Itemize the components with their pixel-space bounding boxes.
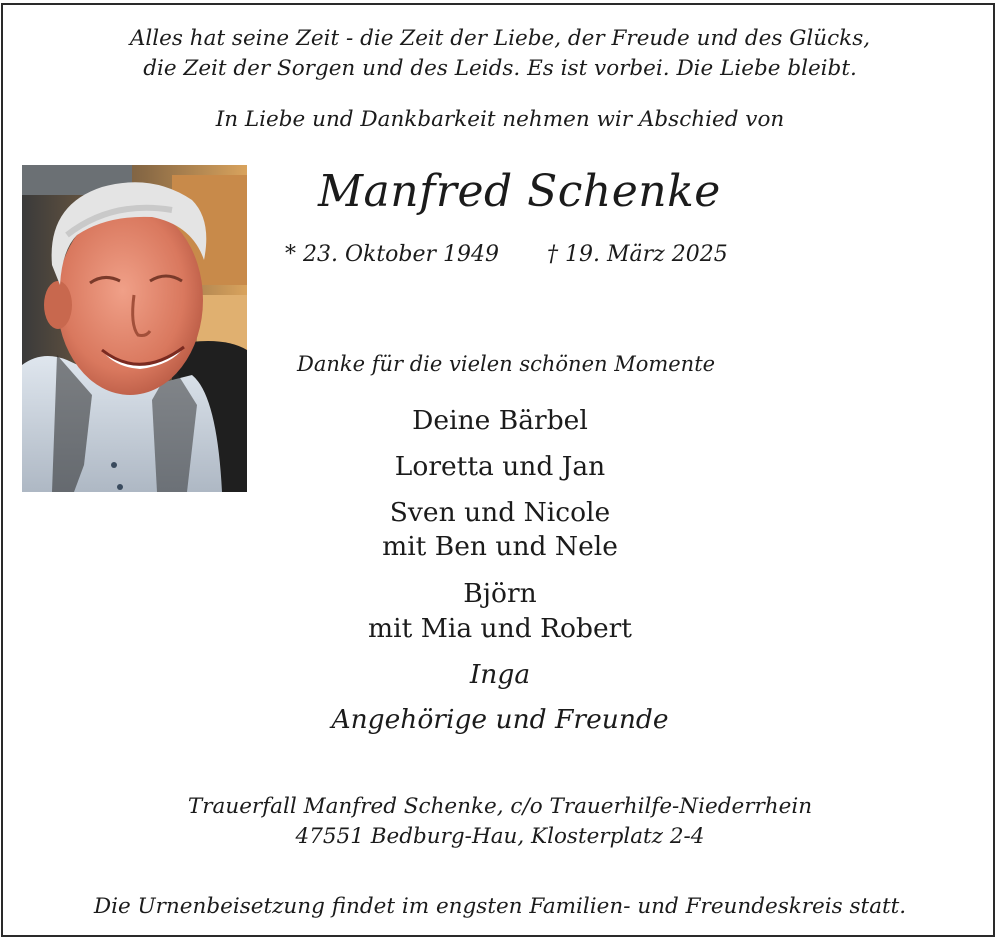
portrait-photo xyxy=(22,165,247,492)
mourner-line: Björn xyxy=(463,578,537,609)
address-line-1: Trauerfall Manfred Schenke, c/o Trauerhilfe-Niederrhein xyxy=(187,794,813,819)
mourner-line: Sven und Nicole xyxy=(389,497,611,528)
thanks-text: Danke für die vielen schönen Momente xyxy=(297,352,716,376)
mourner-line: Deine Bärbel xyxy=(412,405,588,436)
quote xyxy=(0,24,1000,84)
death-date: † 19. März 2025 xyxy=(547,242,728,267)
mourner-line: mit Mia und Robert xyxy=(368,613,632,644)
intro-text: In Liebe und Dankbarkeit nehmen wir Abschied von xyxy=(215,107,785,132)
portrait-illustration xyxy=(22,165,247,492)
mourner-line: mit Ben und Nele xyxy=(382,531,618,562)
quote-line-1: Alles hat seine Zeit - die Zeit der Liebe, der Freude und des Glücks, xyxy=(129,26,871,51)
burial-note: Die Urnenbeisetzung findet im engsten Familien- und Freundeskreis statt. xyxy=(93,894,907,919)
quote-line-2: die Zeit der Sorgen und des Leids. Es ist vorbei. Die Liebe bleibt. xyxy=(143,56,857,81)
address-line-2: 47551 Bedburg-Hau, Klosterplatz 2-4 xyxy=(295,824,705,849)
mourner-line: Angehörige und Freunde xyxy=(331,704,669,735)
mourner-line: Loretta und Jan xyxy=(394,451,606,482)
contact-address xyxy=(0,792,1000,852)
deceased-name: Manfred Schenke xyxy=(318,166,721,217)
birth-date: * 23. Oktober 1949 xyxy=(285,242,500,267)
mourner-line: Inga xyxy=(469,659,531,690)
